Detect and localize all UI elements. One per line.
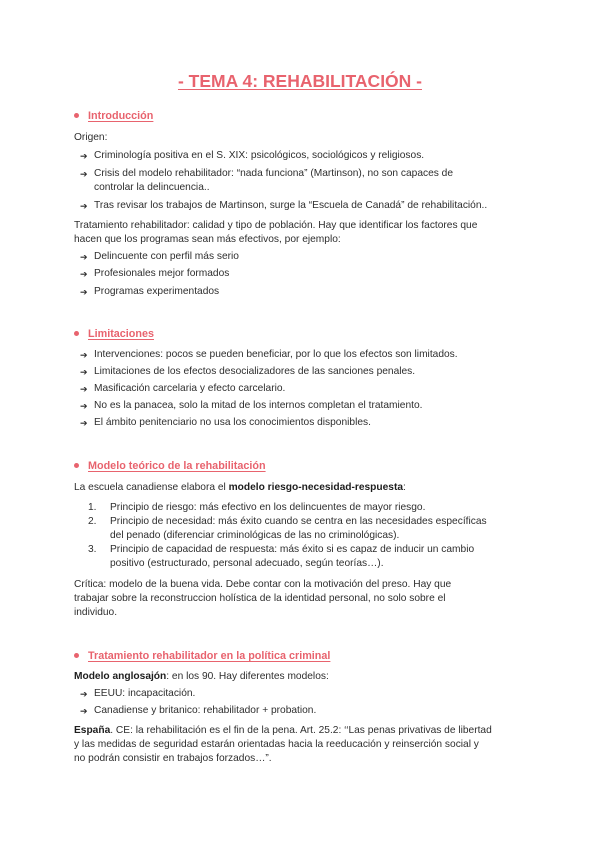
bullet-dot-icon <box>74 331 79 336</box>
list-item: ➔ Profesionales mejor formados <box>80 268 230 279</box>
paragraph: Tratamiento rehabilitador: calidad y tipo de población. Hay que identificar los factores que <box>74 220 478 231</box>
list-item: ➔ Intervenciones: pocos se pueden beneficiar, por lo que los efectos son limitados. <box>80 349 458 360</box>
arrow-right-icon: ➔ <box>80 169 88 179</box>
arrow-right-icon: ➔ <box>80 367 88 377</box>
heading-text: Modelo teórico de la rehabilitación <box>88 460 266 472</box>
paragraph: no podrán consistir en trabajos forzados…”. <box>74 753 272 764</box>
numbered-item-continuation: del penado (diferenciar criminológicas de las no criminológicas). <box>110 530 400 541</box>
list-item: ➔ Delincuente con perfil más serio <box>80 251 239 262</box>
arrow-right-icon: ➔ <box>80 287 88 297</box>
arrow-right-icon: ➔ <box>80 269 88 279</box>
heading-text: Limitaciones <box>88 328 154 340</box>
arrow-right-icon: ➔ <box>80 384 88 394</box>
list-item: ➔ Masificación carcelaria y efecto carcelario. <box>80 383 286 394</box>
numbered-item: 1. Principio de riesgo: más efectivo en los delincuentes de mayor riesgo. <box>88 502 426 513</box>
list-item: ➔ Canadiense y britanico: rehabilitador + probation. <box>80 705 317 716</box>
arrow-right-icon: ➔ <box>80 401 88 411</box>
paragraph: individuo. <box>74 607 118 618</box>
arrow-right-icon: ➔ <box>80 706 88 716</box>
list-item: ➔ Crisis del modelo rehabilitador: “nada funciona” (Martinson), no son capaces de <box>80 168 454 179</box>
paragraph: hacen que los programas sean más efectivos, por ejemplo: <box>74 234 341 245</box>
arrow-right-icon: ➔ <box>80 201 88 211</box>
list-item: ➔ Criminología positiva en el S. XIX: psicológicos, sociológicos y religiosos. <box>80 150 425 161</box>
arrow-right-icon: ➔ <box>80 350 88 360</box>
numbered-item-continuation: positivo (estructurado, personal adecuado, según teorías…). <box>110 558 384 569</box>
heading-text: Tratamiento rehabilitador en la política criminal <box>88 650 331 662</box>
list-item: ➔ No es la panacea, solo la mitad de los internos completan el tratamiento. <box>80 400 423 411</box>
paragraph: España. CE: la rehabilitación es el fin de la pena. Art. 25.2: ‘‘Las penas privativas de libertad <box>74 725 492 736</box>
list-item: ➔ Limitaciones de los efectos desocializadores de las sanciones penales. <box>80 366 416 377</box>
model-name: modelo riesgo-necesidad-respuesta <box>228 482 403 493</box>
paragraph: y las medidas de seguridad estarán orientadas hacia la reeducación y reinserción social y <box>74 739 479 750</box>
list-item: ➔ Tras revisar los trabajos de Martinson, surge la “Escuela de Canadá” de rehabilitación.. <box>80 200 488 211</box>
paragraph: trabajar sobre la reconstruccion holística de la identidad personal, no solo sobre el <box>74 593 446 604</box>
spain-label: España <box>74 725 111 736</box>
list-item: ➔ Programas experimentados <box>80 286 220 297</box>
origin-label: Origen: <box>74 132 108 143</box>
paragraph: Crítica: modelo de la buena vida. Debe contar con la motivación del preso. Hay que <box>74 579 452 590</box>
list-item: ➔ EEUU: incapacitación. <box>80 688 196 699</box>
section-heading-limitaciones <box>74 327 154 341</box>
section-heading-politica-criminal <box>74 649 330 663</box>
section-heading-introduccion <box>74 109 153 123</box>
bullet-dot-icon <box>74 653 79 658</box>
list-item-continuation: controlar la delincuencia.. <box>94 182 210 193</box>
anglo-label: Modelo anglosajón <box>74 671 167 682</box>
section-heading-modelo-teorico <box>74 459 266 473</box>
arrow-right-icon: ➔ <box>80 151 88 161</box>
arrow-right-icon: ➔ <box>80 689 88 699</box>
paragraph: La escuela canadiense elabora el modelo riesgo-necesidad-respuesta: <box>74 482 406 493</box>
bullet-dot-icon <box>74 463 79 468</box>
heading-text: Introducción <box>88 110 154 122</box>
bullet-dot-icon <box>74 113 79 118</box>
numbered-item: 3. Principio de capacidad de respuesta: más éxito si es capaz de inducir un cambio <box>88 544 475 555</box>
numbered-item: 2. Principio de necesidad: más éxito cuando se centra en las necesidades específicas <box>88 516 487 527</box>
list-item: ➔ El ámbito penitenciario no usa los conocimientos disponibles. <box>80 417 371 428</box>
paragraph: Modelo anglosajón: en los 90. Hay diferentes modelos: <box>74 671 329 682</box>
page-title: - TEMA 4: REHABILITACIÓN - <box>177 71 422 91</box>
arrow-right-icon: ➔ <box>80 418 88 428</box>
arrow-right-icon: ➔ <box>80 252 88 262</box>
